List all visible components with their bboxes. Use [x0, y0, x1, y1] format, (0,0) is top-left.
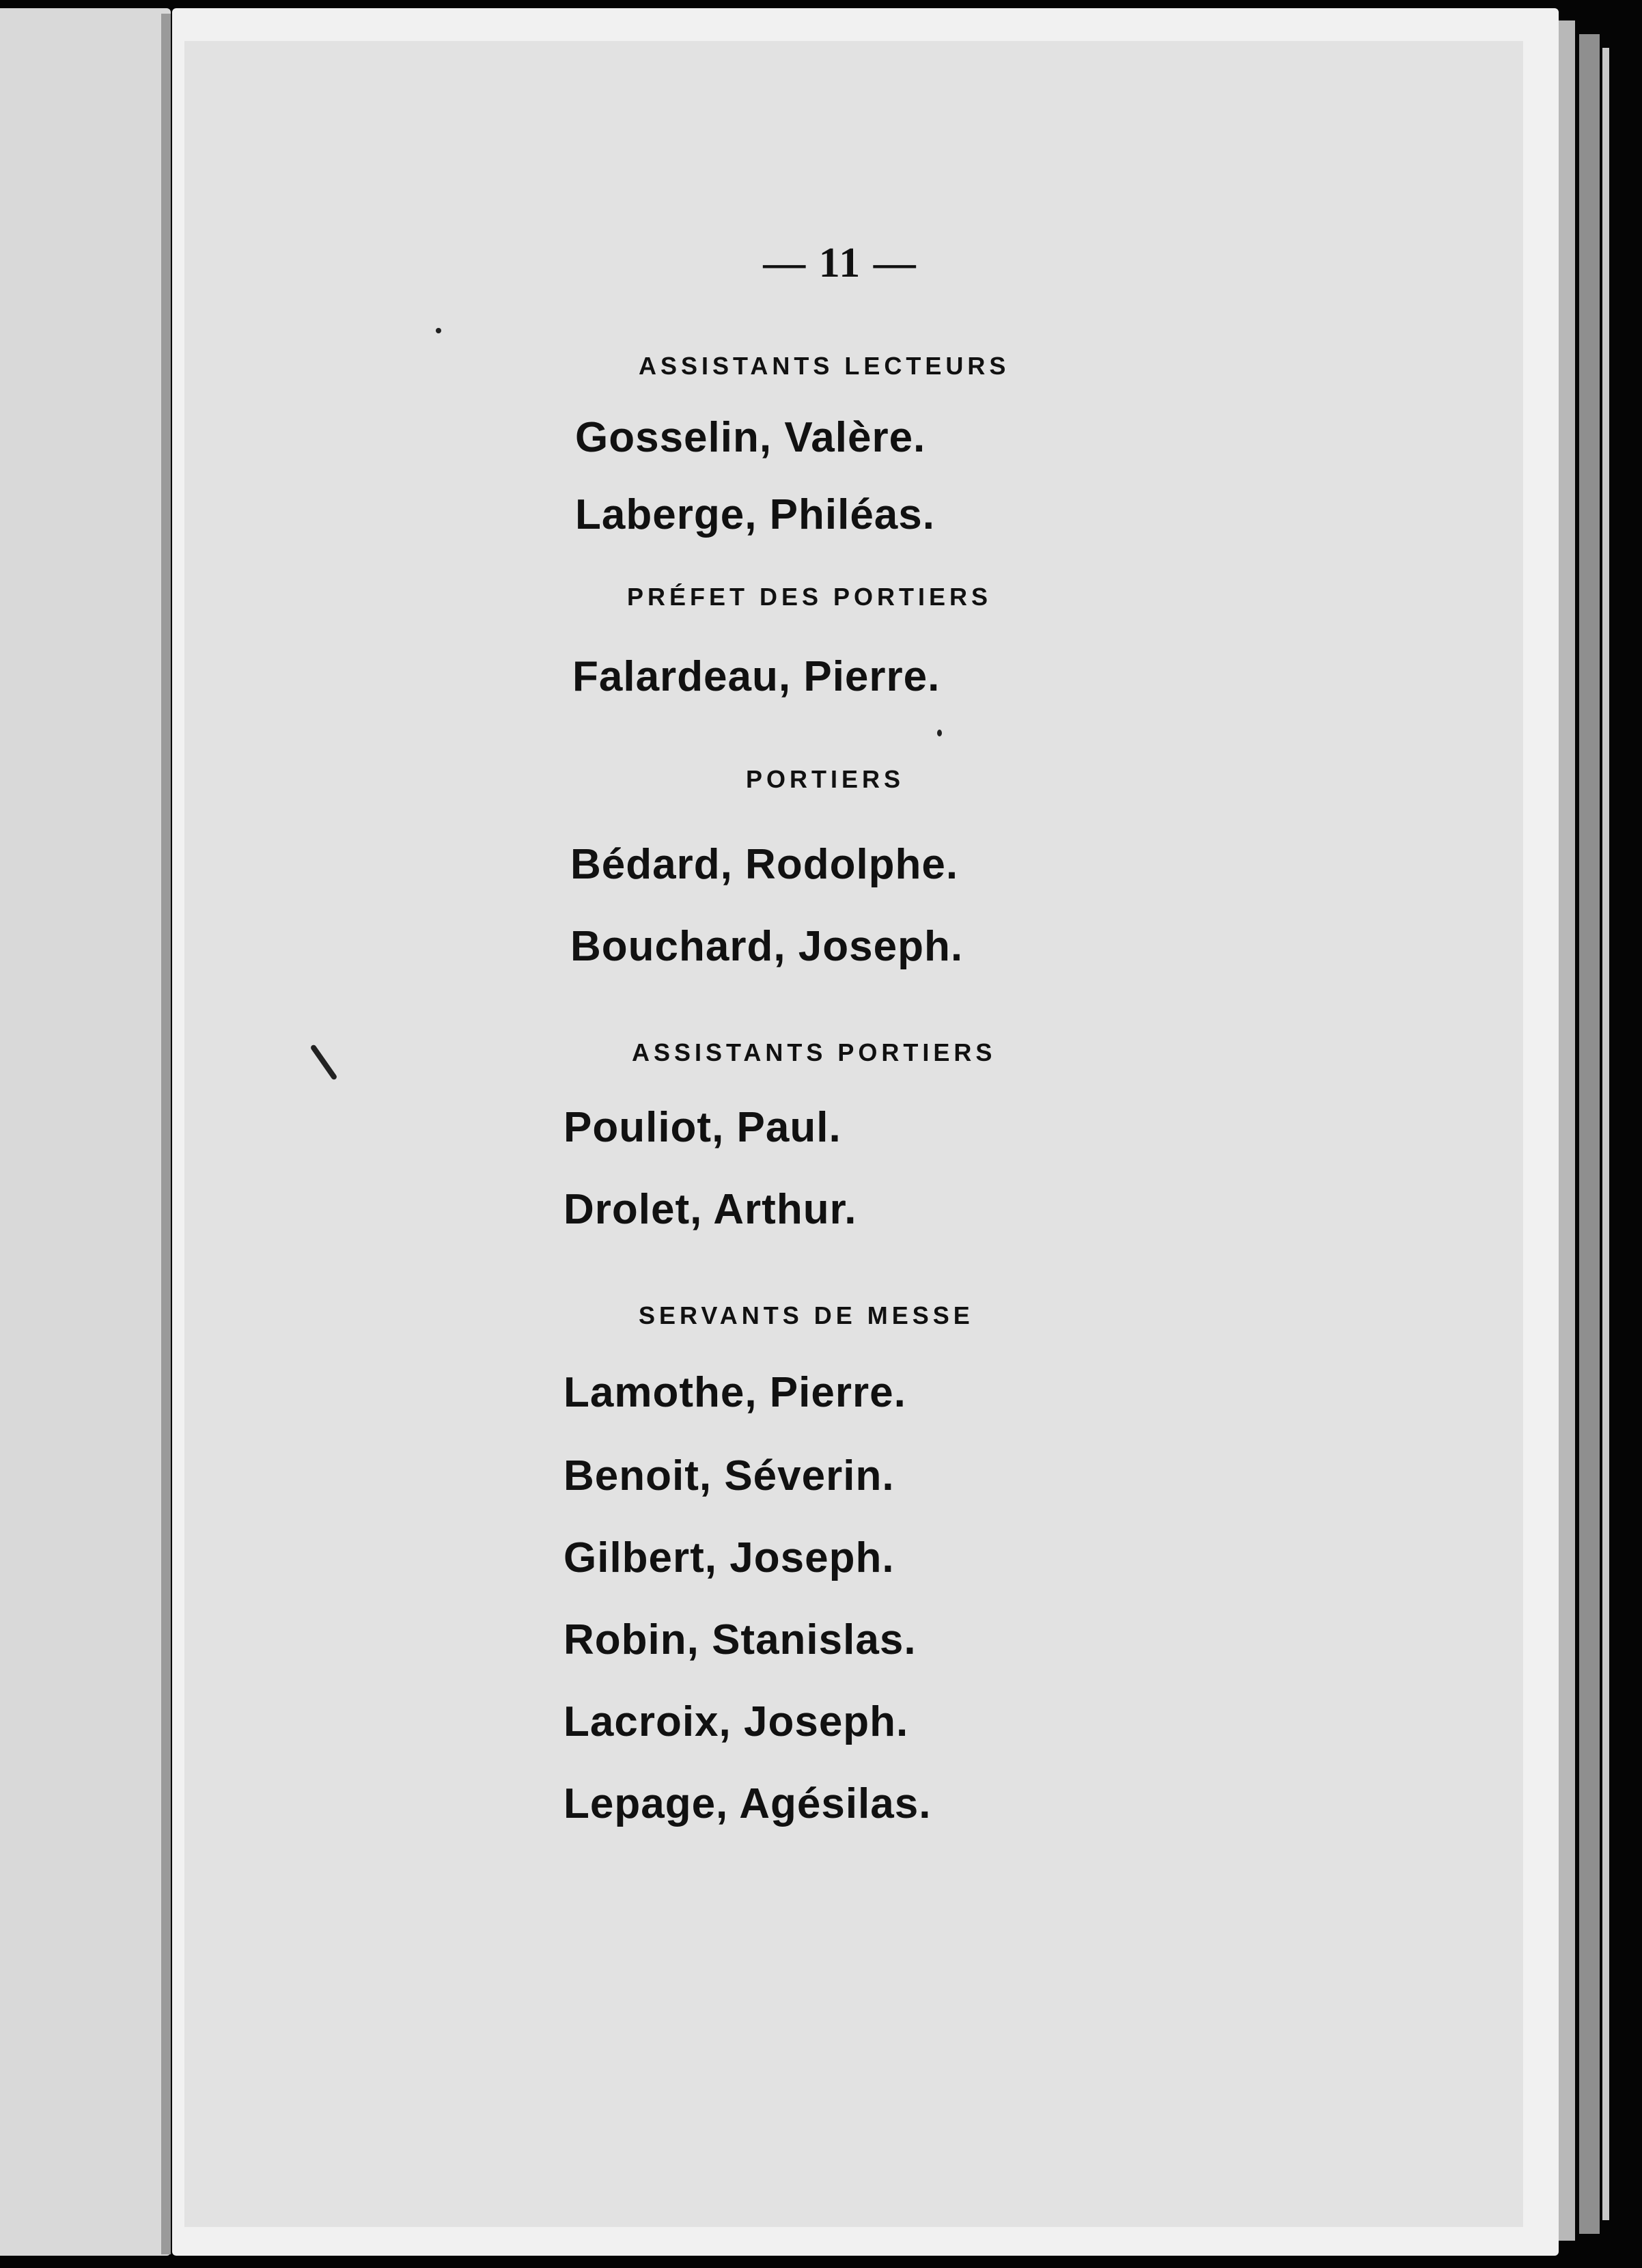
section-heading: ASSISTANTS LECTEURS — [639, 352, 1010, 380]
list-item: Benoit, Séverin. — [563, 1452, 895, 1499]
ink-speck — [937, 730, 942, 736]
list-item: Drolet, Arthur. — [563, 1186, 857, 1233]
list-item: Falardeau, Pierre. — [572, 653, 941, 700]
section-heading: ASSISTANTS PORTIERS — [632, 1038, 997, 1066]
list-item: Bouchard, Joseph. — [570, 923, 964, 970]
list-item: Gosselin, Valère. — [575, 414, 926, 461]
ink-speck — [436, 328, 441, 333]
list-item: Robin, Stanislas. — [563, 1616, 917, 1663]
page-number: — 11 — — [763, 240, 917, 286]
list-item: Pouliot, Paul. — [563, 1104, 841, 1151]
list-item: Lacroix, Joseph. — [563, 1698, 909, 1745]
section-heading: SERVANTS DE MESSE — [639, 1301, 974, 1329]
list-item: Lepage, Agésilas. — [563, 1780, 932, 1827]
section-heading: PORTIERS — [746, 765, 905, 793]
list-item: Laberge, Philéas. — [575, 491, 935, 538]
section-heading: PRÉFET DES PORTIERS — [627, 583, 992, 611]
ink-mark — [310, 1044, 338, 1081]
list-item: Bédard, Rodolphe. — [570, 841, 959, 888]
list-item: Lamothe, Pierre. — [563, 1369, 906, 1416]
list-item: Gilbert, Joseph. — [563, 1534, 895, 1581]
